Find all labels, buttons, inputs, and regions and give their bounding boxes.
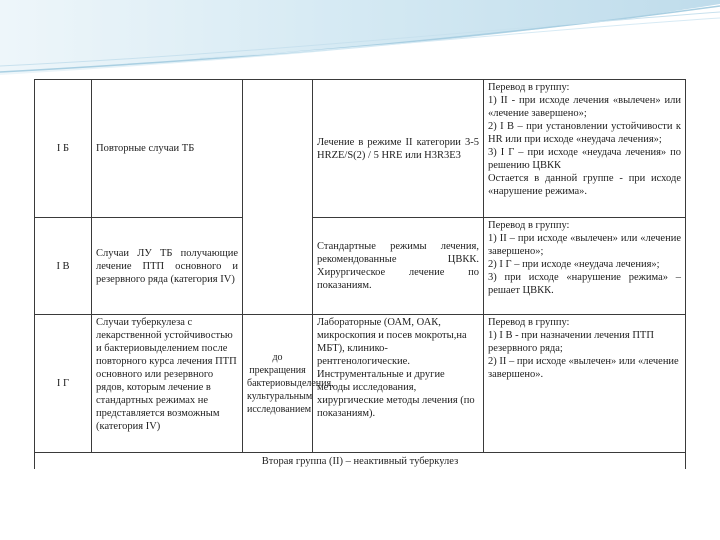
description-cell: Случаи ЛУ ТБ получающие лечение ПТП основного и резервного ряда (категория IV) bbox=[92, 218, 243, 315]
transfer-line: Перевод в группу: bbox=[488, 317, 570, 328]
group-cell: I В bbox=[35, 218, 92, 315]
period-cell-empty bbox=[243, 218, 313, 315]
transfer-line: 1) I В - при назначении лечения ПТП резервного ряда; bbox=[488, 330, 654, 354]
transfer-line: 2) I В – при установлении устойчивости к HR или при исходе «неудача лечения»; bbox=[488, 121, 681, 145]
transfer-line: Остается в данной группе - при исходе «нарушение режима». bbox=[488, 173, 681, 197]
treatment-cell: Лабораторные (ОАМ, ОАК, микроскопия и посев мокроты,на МБТ), клинико-рентгенологические. Инструментальные и другие методы исследования, хирургические методы лечения (по показаниям). bbox=[313, 315, 484, 453]
transfer-line: 3) при исходе «нарушение режима» – решает ЦВКК. bbox=[488, 272, 681, 296]
description-cell: Повторные случаи ТБ bbox=[92, 80, 243, 218]
tb-dispensary-table bbox=[34, 79, 686, 469]
transfer-line: Перевод в группу: bbox=[488, 82, 570, 93]
table-row bbox=[35, 218, 686, 315]
table-footer-row bbox=[35, 453, 686, 470]
transfer-cell bbox=[484, 218, 686, 315]
second-group-heading: Вторая группа (II) – неактивный туберкулез bbox=[35, 453, 686, 470]
treatment-cell: Стандартные режимы лечения, рекомендованные ЦВКК. Хирургическое лечение по показаниям. bbox=[313, 218, 484, 315]
period-cell-empty bbox=[243, 80, 313, 218]
transfer-line: 2) II – при исходе «вылечен» или «лечение завершено». bbox=[488, 356, 679, 380]
transfer-line: 1) II – при исходе «вылечен» или «лечение завершено»; bbox=[488, 233, 681, 257]
transfer-line: 3) I Г – при исходе «неудача лечения» по решению ЦВКК bbox=[488, 147, 681, 171]
transfer-line: 1) II - при исходе лечения «вылечен» или «лечение завершено»; bbox=[488, 95, 681, 119]
table-row bbox=[35, 315, 686, 453]
period-cell: до прекращения бактериовыделения, культуральным исследованием bbox=[243, 315, 313, 453]
transfer-cell bbox=[484, 80, 686, 218]
header-wave-fill bbox=[0, 0, 720, 75]
treatment-cell: Лечение в режиме II категории 3-5 HRZE/S(2) / 5 HRE или H3R3E3 bbox=[313, 80, 484, 218]
table-row bbox=[35, 80, 686, 218]
transfer-line: Перевод в группу: bbox=[488, 220, 570, 231]
group-cell: I Б bbox=[35, 80, 92, 218]
group-cell: I Г bbox=[35, 315, 92, 453]
description-cell: Случаи туберкулеза с лекарственной устойчивостью и бактериовыделением после повторного курса лечения ПТП основного или резервного рядов, которым лечение в стандартных режимах не представляется возможным (категория IV) bbox=[92, 315, 243, 453]
transfer-line: 2) I Г – при исходе «неудача лечения»; bbox=[488, 259, 660, 270]
transfer-cell bbox=[484, 315, 686, 453]
